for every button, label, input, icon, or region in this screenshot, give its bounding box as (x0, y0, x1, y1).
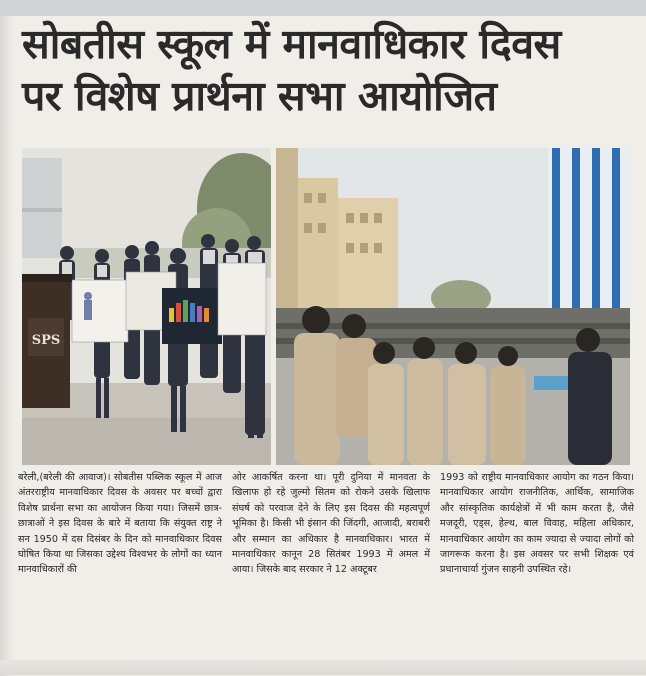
headline (22, 18, 632, 122)
photo-students-graphic (22, 148, 271, 465)
bottom-strip (0, 660, 646, 675)
photo-students-with-posters (22, 148, 271, 465)
article-column-2-text: ओर आकर्षित करना था। पूरी दुनिया में मानवता के खिलाफ हो रहे जुल्मो सितम को रोकने उसके खिलाफ संघर्ष को परवाज देने के लिए इस दिवस की महत्वपूर्ण भूमिका है। किसी भी इंसान की जिंदगी, आजादी, बराबरी और सम्मान का अधिकार है मानवाधिकार। भारत में मानवाधिकार कानून 28 सितंबर 1993 में अमल में आया। जिसके बाद सरकार ने 12 अक्टूबर (232, 472, 430, 576)
photo-assembly-graphic (276, 148, 630, 465)
article-column-2 (232, 470, 430, 578)
top-bar (0, 0, 646, 16)
article-column-3-text: 1993 को राष्ट्रीय मानवाधिकार आयोग का गठन किया। मानवाधिकार आयोग राजनीतिक, आर्थिक, सामाजिक और सांस्कृतिक कार्यक्षेत्रों में भी काम करता है, जैसे मजदूरी, एड्स, हेल्थ, बाल विवाह, महिला अधिकार, मानवाधिकार आयोग का काम ज्यादा से ज्यादा लोगों को जागरूक करना है। इस अवसर पर सभी शिक्षक एवं प्रधानाचार्या गुंजन साहनी उपस्थित रहे। (440, 472, 634, 576)
article-body (18, 470, 634, 660)
headline-line-2: पर विशेष प्रार्थना सभा आयोजित (22, 72, 497, 120)
headline-line-1: सोबतीस स्कूल में मानवाधिकार दिवस (22, 20, 561, 68)
article-column-1-text: बरेली,(बरेली की आवाज)। सोबतीस पब्लिक स्कूल में आज अंतरराष्ट्रीय मानवाधिकार दिवस के अवसर पर बच्चों द्वारा विशेष प्रार्थना सभा का आयोजन किया गया। जिसमें छात्र-छात्राओं ने इस दिवस के बारे में बताया कि संयुक्त राष्ट्र ने सन 1950 में दस दिसंबर के दिन को मानवाधिकार दिवस घोषित किया था जिसका उद्देश्य विश्वभर के लोगों का ध्यान मानवाधिकारों की (18, 472, 222, 576)
article-column-3 (440, 470, 634, 578)
photo-assembly (276, 148, 630, 465)
article-column-1 (18, 470, 222, 578)
page-edge-shadow (0, 16, 14, 676)
podium-logo: SPS (31, 333, 61, 348)
